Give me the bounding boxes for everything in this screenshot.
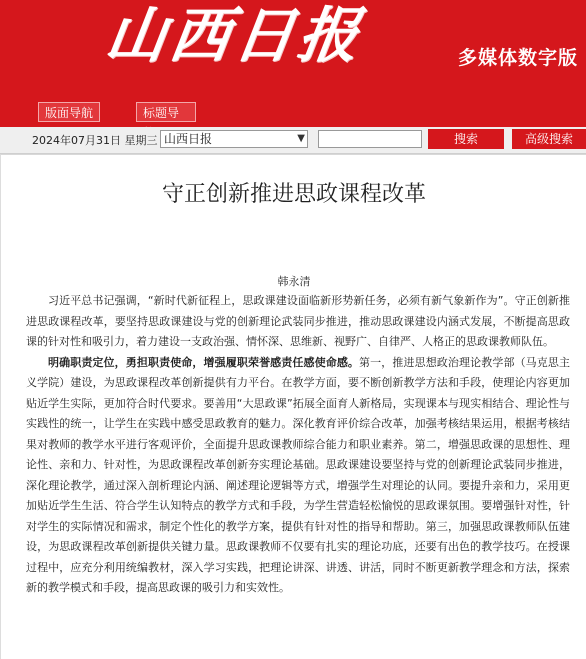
layout-navigation-button[interactable]: 版面导航 <box>38 102 100 122</box>
newspaper-select-value: 山西日报 <box>164 132 213 146</box>
paragraph-text: 第一，推进思想政治理论教学部（马克思主义学院）建设，为思政课程改革创新提供有力平台。在教学方面，要不断创新教学方法和手段，使理论内容更加贴近学生实际，更加符合时代要求。要善用“大思政课”拓展全面育人新格局，实现课本与现实相结合、理论性与实践性的统一，让学生在实践中感受思政教育的魅力。深化教育评价综合改革，加强考核结果运用，根据考核结果对教师的教学水平进行客观评价，全面提升思政课教师综合能力和职业素养。第二，增强思政课的思想性、理论性、亲和力、针对性，为思政课程改革创新夯实理论基础。思政课建设要坚持与党的创新理论武装同步推进，深化理论教学，通过深入剖析理论内涵、阐述理论逻辑等方式，增强学生对理论的认同。要提升亲和力，采用更加贴近学生生活、符合学生认知特点的教学方式和手段，为学生营造轻松愉悦的思政课氛围。要增强针对性，针对学生的实际情况和需求，制定个性化的教学方案，提供有针对性的指导和帮助。第三，加强思政课教师队伍建设，为思政课程改革创新提供关键力量。思政课教师不仅要有扎实的理论功底，还要有出色的教学技巧。在授课过程中，应充分利用统编教材，深入学习实践，把理论讲深、讲透、讲活，同时不断更新教学理念和方法，探索新的教学模式和手段，提高思政课的吸引力和实效性。 <box>26 355 571 594</box>
toolbar <box>0 127 586 154</box>
masthead <box>0 0 586 127</box>
article-paragraph <box>26 353 570 599</box>
chevron-down-icon: ▼ <box>297 133 305 144</box>
search-button[interactable]: 搜索 <box>428 129 504 149</box>
title-navigation-button[interactable]: 标题导 <box>136 102 196 122</box>
article-title: 守正创新推进思政课程改革 <box>161 182 426 207</box>
edition-label: 多媒体数字版 <box>457 47 578 69</box>
newspaper-select[interactable] <box>160 130 308 148</box>
article-paragraph: 习近平总书记强调，“新时代新征程上，思政课建设面临新形势新任务，必须有新气象新作为”。守正创新推进思政课程改革，要坚持思政课建设与党的创新理论武装同步推进，推动思政课建设内涵式发展，不断提高思政课的针对性和吸引力，着力建设一支政治强、情怀深、思维新、视野广、自律严、人格正的思政课教师队伍。 <box>26 294 570 348</box>
article-body <box>26 291 570 599</box>
paragraph-lead: 明确职责定位，勇担职责使命，增强履职荣誉感责任感使命感。 <box>48 355 360 369</box>
advanced-search-button[interactable]: 高级搜索 <box>512 129 586 149</box>
newspaper-logo: 山西日报 <box>101 1 367 71</box>
issue-date: 2024年07月31日 星期三 <box>32 134 158 147</box>
article-author: 韩永清 <box>277 275 311 288</box>
article <box>0 154 586 659</box>
search-input[interactable] <box>318 130 422 148</box>
